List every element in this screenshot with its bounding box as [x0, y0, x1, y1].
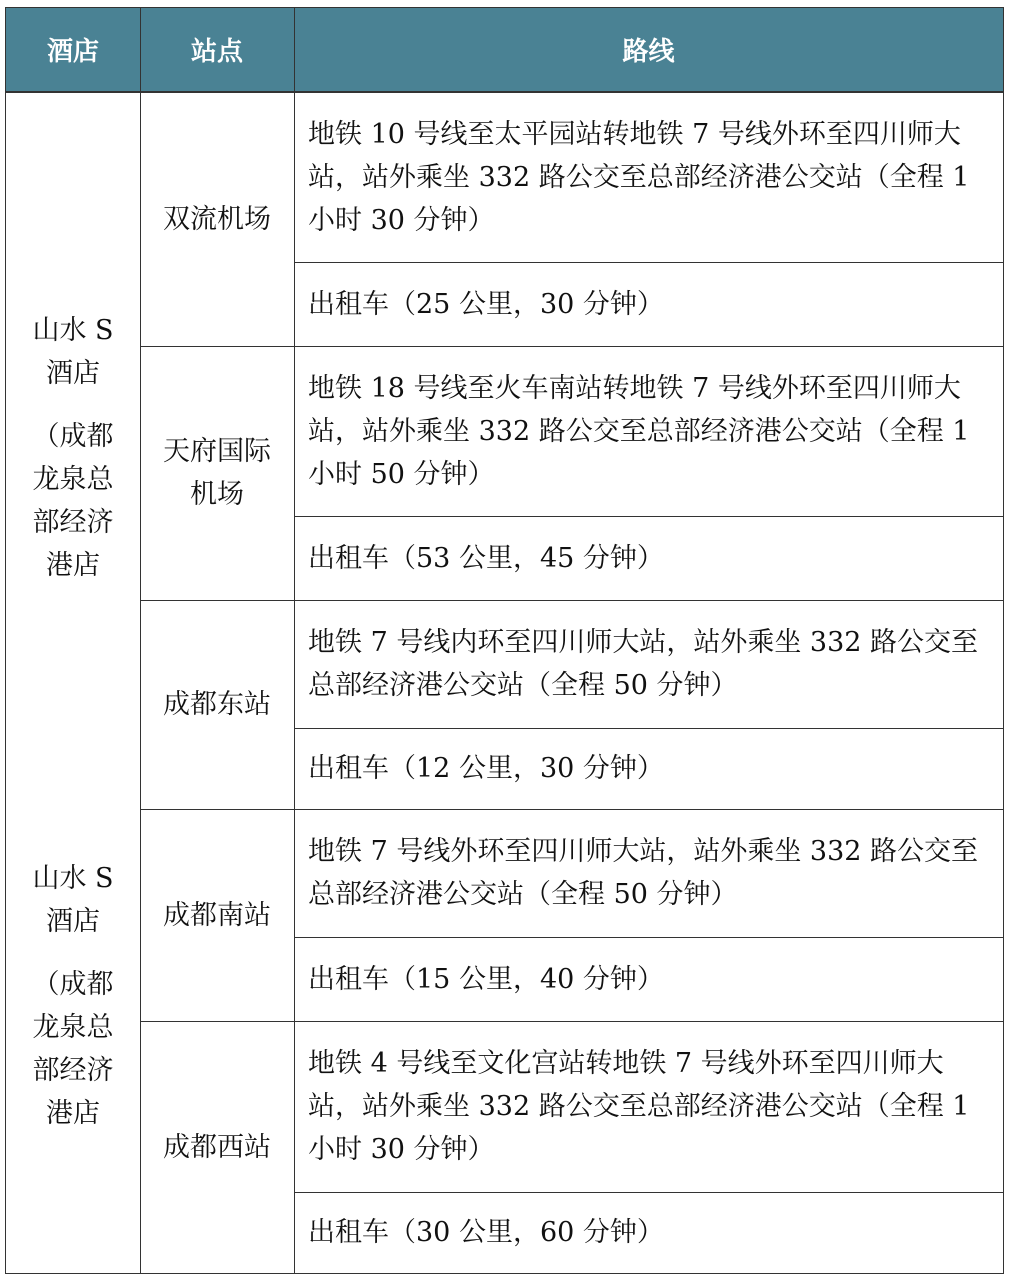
hotel-branch: 港店	[46, 1098, 100, 1129]
hotel-branch: 龙泉总	[32, 464, 114, 495]
route-taxi-text: 出租车（53 公里，45 分钟）	[308, 542, 664, 574]
hotel-branch: （成都	[32, 969, 114, 1000]
route-taxi	[294, 516, 1003, 600]
route-metro	[294, 1021, 1003, 1192]
header-hotel: 酒店	[6, 8, 140, 91]
header-route: 路线	[294, 8, 1003, 91]
station-name: 双流机场	[163, 203, 271, 235]
station-name: 天府国际	[163, 436, 271, 467]
hotel-branch: 部经济	[32, 507, 114, 538]
route-metro	[294, 92, 1003, 262]
route-taxi	[294, 937, 1003, 1021]
header-station: 站点	[140, 8, 294, 91]
route-metro	[294, 600, 1003, 728]
hotel-branch: 龙泉总	[32, 1012, 114, 1043]
hotel-branch: 港店	[46, 550, 100, 581]
route-metro-text: 地铁 7 号线内环至四川师大站，站外乘坐 332 路公交至总部经济港公交站（全程 50 分钟）	[308, 627, 979, 701]
route-metro-text: 地铁 4 号线至文化宫站转地铁 7 号线外环至四川师大站，站外乘坐 332 路公交至总部经济港公交站（全程 1 小时 30 分钟）	[308, 1048, 970, 1165]
route-taxi-text: 出租车（30 公里，60 分钟）	[308, 1217, 664, 1248]
route-table	[5, 7, 1004, 1274]
route-taxi	[294, 262, 1003, 346]
hotel-name: 山水 S	[32, 863, 114, 894]
hotel-cell	[6, 856, 140, 1136]
station-cell	[140, 92, 294, 346]
station-name: 成都南站	[163, 899, 271, 931]
station-cell	[140, 1021, 294, 1273]
route-taxi-text: 出租车（12 公里，30 分钟）	[308, 753, 664, 784]
hotel-branch: （成都	[32, 421, 114, 452]
route-metro-text: 地铁 7 号线外环至四川师大站，站外乘坐 332 路公交至总部经济港公交站（全程 50 分钟）	[308, 836, 979, 910]
hotel-cell	[6, 308, 140, 588]
station-cell	[140, 809, 294, 1021]
route-taxi-text: 出租车（25 公里，30 分钟）	[308, 288, 664, 320]
route-taxi	[294, 1192, 1003, 1273]
station-name: 成都西站	[163, 1131, 271, 1163]
route-taxi	[294, 728, 1003, 809]
route-metro-text: 地铁 18 号线至火车南站转地铁 7 号线外环至四川师大站，站外乘坐 332 路公交至总部经济港公交站（全程 1 小时 50 分钟）	[308, 372, 970, 490]
station-cell	[140, 346, 294, 600]
route-metro	[294, 809, 1003, 937]
station-name: 成都东站	[163, 689, 271, 720]
route-taxi-text: 出租车（15 公里，40 分钟）	[308, 963, 664, 995]
station-name: 机场	[190, 479, 244, 510]
route-metro-text: 地铁 10 号线至太平园站转地铁 7 号线外环至四川师大站，站外乘坐 332 路公交至总部经济港公交站（全程 1 小时 30 分钟）	[308, 118, 970, 236]
hotel-name: 酒店	[46, 906, 100, 937]
station-cell	[140, 600, 294, 809]
hotel-branch: 部经济	[32, 1055, 114, 1086]
hotel-name: 山水 S	[32, 315, 114, 346]
hotel-name: 酒店	[46, 358, 100, 389]
route-metro	[294, 346, 1003, 516]
